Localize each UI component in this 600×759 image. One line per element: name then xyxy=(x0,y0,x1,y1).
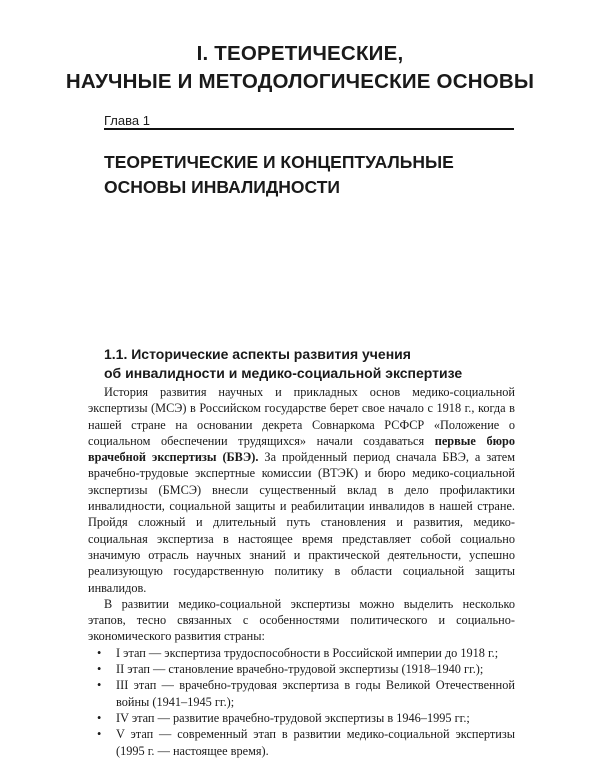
section-title-line-2: об инвалидности и медико-социальной экспертизе xyxy=(104,365,463,381)
part-heading-line-1: I. ТЕОРЕТИЧЕСКИЕ, xyxy=(196,42,404,65)
section-title-line-1: 1.1. Исторические аспекты развития учения xyxy=(104,346,411,362)
paragraph-history-bold: первые бюро врачебной экспертизы (БВЭ). xyxy=(88,433,515,465)
part-heading-line-2: НАУЧНЫЕ И МЕТОДОЛОГИЧЕСКИЕ ОСНОВЫ xyxy=(65,70,535,93)
bullet-icon: • xyxy=(97,645,102,660)
bullet-icon: • xyxy=(97,662,102,677)
section-title xyxy=(104,345,524,383)
bullet-icon: • xyxy=(97,678,102,693)
list-item-text: V этап — современный этап в развитии медико-социальной экспертизы (1995 г. — настоящее время). xyxy=(116,727,515,758)
paragraph-history-continued: За пройденный период сначала БВЭ, а затем врачебно-трудовые экспертные комиссии (ВТЭК) и бюро медико-социальной экспертизы (БМСЭ) внесли существенный вклад в дело профилактики инвалидности, социальной защиты и реабилитации инвалидов в нашей стране. Пройдя сложный и длительный путь становления и развития, медико-социальная экспертиза в настоящее время представляет собой социально значимую отрасль научных знаний и практической деятельности, успешно реализующую государственную политику в области социальной защиты инвалидов. xyxy=(88,450,515,595)
bullet-icon: • xyxy=(97,710,102,725)
list-item xyxy=(88,645,515,661)
list-item xyxy=(88,726,515,759)
list-item xyxy=(88,710,515,726)
list-item-text: II этап — становление врачебно-трудовой экспертизы (1918–1940 гг.); xyxy=(116,662,484,677)
list-item xyxy=(88,661,515,677)
chapter-title-line-2: ОСНОВЫ ИНВАЛИДНОСТИ xyxy=(104,177,341,197)
paragraph-history xyxy=(88,384,515,596)
paragraph-history-text: История развития научных и прикладных основ медико-социальной экспертизы (МСЭ) в Российском государстве берет свое начало с 1918 г., когда в нашей стране на основании декрета Совнаркома РСФСР «Положение о социальном обеспечении трудящихся» начали создаваться xyxy=(88,385,515,448)
body-text xyxy=(88,384,515,759)
chapter-label: Глава 1 xyxy=(104,113,150,128)
paragraph-stages-intro: В развитии медико-социальной экспертизы можно выделить несколько этапов, тесно связанных с особенностями политического и социально-экономического развития страны: xyxy=(88,596,515,644)
bullet-icon: • xyxy=(97,727,102,742)
chapter-title-line-1: ТЕОРЕТИЧЕСКИЕ И КОНЦЕПТУАЛЬНЫЕ xyxy=(104,152,454,172)
list-item xyxy=(88,677,515,710)
chapter-title xyxy=(104,150,524,200)
list-item-text: III этап — врачебно-трудовая экспертиза в годы Великой Отечественной войны (1941–1945 гг.); xyxy=(116,678,515,709)
part-heading xyxy=(60,40,540,96)
stages-list xyxy=(88,645,515,759)
chapter-divider xyxy=(104,128,514,130)
list-item-text: IV этап — развитие врачебно-трудовой экспертизы в 1946–1995 гг.; xyxy=(116,710,470,725)
list-item-text: I этап — экспертиза трудоспособности в Российской империи до 1918 г.; xyxy=(116,645,499,660)
